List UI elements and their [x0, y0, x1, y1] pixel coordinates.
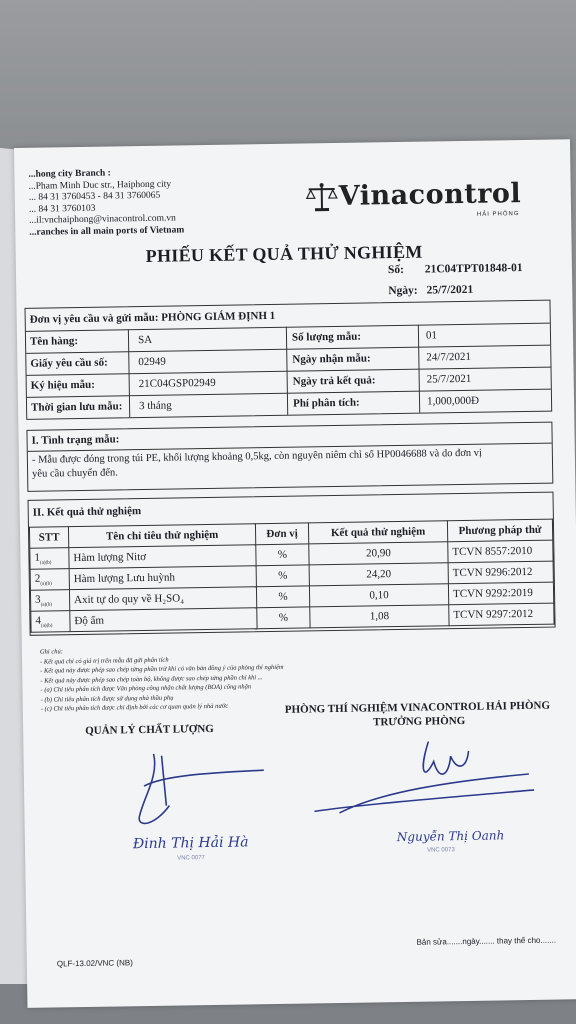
notes-title: Ghi chú:: [39, 648, 63, 656]
requester: Đơn vị yêu cầu và gửi mẫu: PHÒNG GIÁM ĐỊNH 1: [29, 309, 276, 326]
return-date-value: 25/7/2021: [426, 372, 472, 386]
sample-condition-title: I. Tình trạng mẫu:: [31, 433, 120, 447]
vinacontrol-logo: [305, 178, 522, 218]
row-stt: 3: [35, 593, 41, 606]
note-item: - (b) Chỉ tiêu phân tích được sử dụng nhà thầu phụ: [40, 694, 174, 704]
notes: [40, 644, 284, 714]
branch-line: ... 84 31 3760103: [28, 203, 96, 215]
storage-time-label: Thời gian lưu mẫu:: [30, 400, 123, 414]
note-item: - Kết quả này được phép sao chép toàn bộ, không được sao chép từng phần chỉ khi ...: [40, 673, 263, 685]
results-table: [29, 519, 555, 633]
test-report-document: [14, 139, 576, 1008]
lab-head-signature: [298, 730, 539, 824]
quality-manager-name: Đinh Thị Hải Hà: [132, 834, 249, 853]
request-number-value: 02949: [138, 355, 166, 369]
row-stt: 4: [35, 614, 42, 627]
quality-manager-code: VNC 0077: [177, 855, 205, 862]
row-result: 1,08: [310, 605, 449, 628]
quality-manager-title: QUẢN LÝ CHẤT LƯỢNG: [85, 722, 214, 737]
test-results-section: [28, 492, 556, 636]
row-result: 20,90: [309, 542, 448, 565]
row-test-name: Axit tự do quy về H₂SO₄: [69, 587, 256, 611]
row-unit: %: [256, 544, 309, 566]
lab-head-name: Nguyễn Thị Oanh: [396, 828, 505, 845]
lab-head-code: VNC 0073: [427, 847, 455, 854]
form-code: QLF-13.02/VNC (NB): [56, 958, 133, 969]
row-mark: (a)(b): [40, 623, 53, 629]
report-number-value: 21C04TPT01848-01: [424, 262, 523, 276]
received-date-label: Ngày nhận mẫu:: [292, 352, 371, 366]
row-test-name: Hàm lượng Lưu huỳnh: [69, 566, 256, 590]
analysis-fee-value: 1,000,000Đ: [426, 394, 480, 408]
product-name-value: SA: [137, 333, 153, 347]
quality-manager-signature: [113, 744, 294, 837]
row-method: TCVN 8557:2010: [448, 540, 553, 563]
report-date: [388, 284, 473, 297]
branch-address: [28, 167, 184, 238]
product-name-label: Tên hàng:: [29, 335, 79, 348]
analysis-fee-label: Phí phân tích:: [292, 396, 360, 410]
row-test-name: Độ ẩm: [70, 608, 257, 632]
report-date-label: Ngày:: [388, 284, 418, 298]
branch-line: ... 84 31 3760453 - 84 31 3760065: [28, 190, 161, 203]
branch-line: ...ranches in all main ports of Vietnam: [29, 224, 185, 238]
col-stt: STT: [29, 527, 68, 549]
test-results-title: II. Kết quả thử nghiệm: [32, 505, 142, 519]
note-item: - (a) Chỉ tiêu phân tích được Văn phòng công nhận chất lượng (BOA) công nhận: [40, 683, 252, 694]
row-unit: %: [256, 586, 309, 608]
request-number-label: Giấy yêu cầu số:: [30, 356, 108, 370]
col-test-name: Tên chỉ tiêu thử nghiệm: [68, 524, 255, 548]
logo-name: Vinacontrol: [338, 178, 522, 212]
col-method: Phương pháp thử: [447, 519, 552, 542]
return-date-label: Ngày trả kết quả:: [292, 374, 376, 388]
background-wall: [0, 0, 576, 150]
lab-head-title: TRƯỞNG PHÒNG: [372, 714, 466, 729]
row-stt: 2: [34, 572, 41, 585]
report-number: [388, 262, 523, 276]
storage-time-value: 3 tháng: [138, 399, 172, 413]
sample-code-label: Ký hiệu mẫu:: [30, 378, 96, 392]
logo-subtitle: HẢI PHÒNG: [476, 211, 520, 218]
row-unit: %: [256, 565, 309, 587]
sample-quantity-label: Số lượng mẫu:: [291, 330, 362, 344]
row-method: TCVN 9296:2012: [448, 561, 553, 584]
note-item: - Kết quả này được phép sao chép từng phần trừ khi có văn bản đồng ý của phòng thí nghiệm: [40, 663, 284, 675]
sample-code-value: 21C04GSP02949: [138, 376, 216, 391]
lab-title: PHÒNG THÍ NGHIỆM VINACONTROL HẢI PHÒNG: [284, 699, 551, 716]
sample-condition-text-cont: yêu cầu chuyển đến.: [32, 467, 118, 480]
row-result: 0,10: [309, 584, 448, 607]
row-method: TCVN 9297:2012: [449, 603, 554, 626]
report-number-label: Số:: [387, 263, 405, 277]
row-mark: (a)(b): [40, 602, 53, 608]
col-result: Kết quả thử nghiệm: [308, 521, 447, 544]
row-method: TCVN 9292:2019: [448, 582, 553, 605]
sample-info-table: [25, 300, 553, 420]
note-item: - (c) Chỉ tiêu phân tích được chỉ định bởi các cơ quan quản lý nhà nước: [40, 702, 229, 713]
branch-line: ...Pham Minh Duc str., Haiphong city: [28, 179, 172, 192]
row-stt: 1: [34, 551, 41, 564]
scales-icon: [305, 181, 339, 212]
sample-quantity-value: 01: [425, 329, 438, 342]
row-unit: %: [257, 607, 310, 629]
row-test-name: Hàm lượng Nitơ: [69, 545, 256, 569]
document-title: PHIẾU KẾT QUẢ THỬ NGHIỆM: [145, 241, 423, 266]
row-mark: (a)(b): [40, 581, 52, 587]
note-item: - Kết quả chỉ có giá trị trên mẫu đã gửi phân tích: [40, 656, 169, 666]
col-unit: Đơn vị: [255, 523, 308, 545]
sample-condition-section: [26, 422, 553, 492]
received-date-value: 24/7/2021: [426, 350, 472, 364]
row-mark: (a)(b): [39, 560, 52, 566]
sample-condition-text: - Mẫu được đóng trong túi PE, khối lượng khoảng 0,5kg, còn nguyên niêm chì số HP0046688 và do đơn vị: [31, 447, 482, 466]
revision-info: Bản sửa.......ngày....... thay thế cho.......: [416, 935, 557, 947]
branch-line: ...hong city Branch :: [28, 168, 111, 180]
branch-line: ...il:vnchaiphong@vinacontrol.com.vn: [29, 213, 176, 226]
report-date-value: 25/7/2021: [426, 283, 474, 297]
row-result: 24,20: [309, 563, 448, 586]
